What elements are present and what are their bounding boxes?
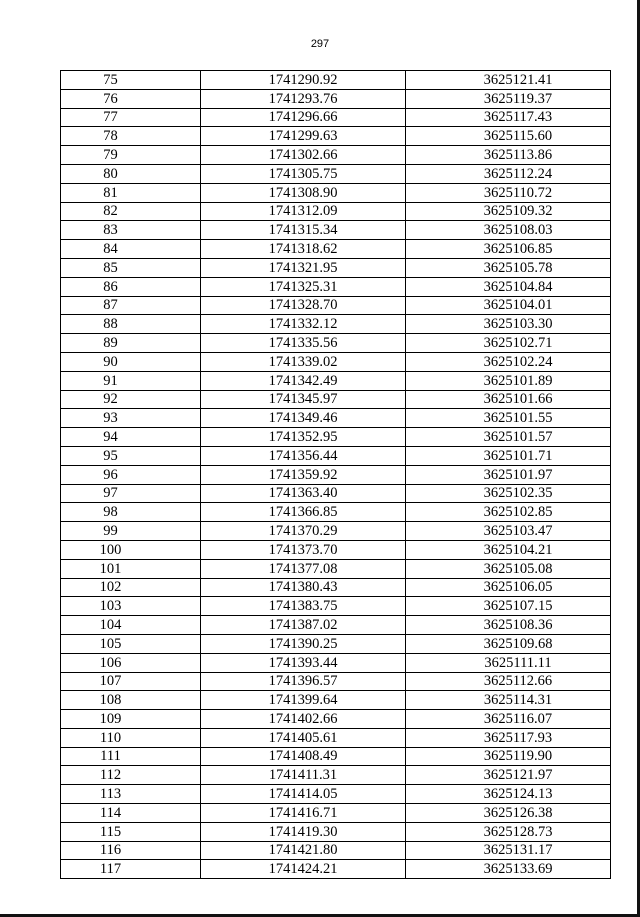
x-coordinate-cell: 1741363.40 xyxy=(201,484,406,503)
x-coordinate-cell: 1741352.95 xyxy=(201,428,406,447)
y-coordinate-cell: 3625112.66 xyxy=(406,672,611,691)
point-number-cell: 110 xyxy=(61,728,201,747)
table-row xyxy=(61,296,611,315)
x-coordinate-cell: 1741332.12 xyxy=(201,315,406,334)
y-coordinate-cell: 3625117.43 xyxy=(406,108,611,127)
x-coordinate-cell: 1741411.31 xyxy=(201,766,406,785)
page-number: 297 xyxy=(310,38,330,50)
x-coordinate-cell: 1741299.63 xyxy=(201,127,406,146)
x-coordinate-cell: 1741349.46 xyxy=(201,409,406,428)
table-row xyxy=(61,315,611,334)
point-number-cell: 100 xyxy=(61,540,201,559)
point-number-cell: 92 xyxy=(61,390,201,409)
point-number-cell: 88 xyxy=(61,315,201,334)
table-row xyxy=(61,108,611,127)
table-row xyxy=(61,89,611,108)
point-number-cell: 116 xyxy=(61,841,201,860)
y-coordinate-cell: 3625131.17 xyxy=(406,841,611,860)
table-row xyxy=(61,710,611,729)
point-number-cell: 93 xyxy=(61,409,201,428)
point-number-cell: 82 xyxy=(61,202,201,221)
point-number-cell: 80 xyxy=(61,164,201,183)
table-row xyxy=(61,522,611,541)
x-coordinate-cell: 1741318.62 xyxy=(201,240,406,259)
table-row xyxy=(61,334,611,353)
x-coordinate-cell: 1741305.75 xyxy=(201,164,406,183)
x-coordinate-cell: 1741315.34 xyxy=(201,221,406,240)
table-row xyxy=(61,653,611,672)
table-row xyxy=(61,559,611,578)
table-row xyxy=(61,578,611,597)
x-coordinate-cell: 1741345.97 xyxy=(201,390,406,409)
table-row xyxy=(61,540,611,559)
y-coordinate-cell: 3625121.97 xyxy=(406,766,611,785)
point-number-cell: 95 xyxy=(61,446,201,465)
point-number-cell: 76 xyxy=(61,89,201,108)
table-row xyxy=(61,804,611,823)
point-number-cell: 94 xyxy=(61,428,201,447)
point-number-cell: 83 xyxy=(61,221,201,240)
table-row xyxy=(61,860,611,879)
y-coordinate-cell: 3625102.35 xyxy=(406,484,611,503)
x-coordinate-cell: 1741370.29 xyxy=(201,522,406,541)
point-number-cell: 114 xyxy=(61,804,201,823)
y-coordinate-cell: 3625108.36 xyxy=(406,616,611,635)
y-coordinate-cell: 3625109.32 xyxy=(406,202,611,221)
x-coordinate-cell: 1741335.56 xyxy=(201,334,406,353)
table-row xyxy=(61,371,611,390)
y-coordinate-cell: 3625103.30 xyxy=(406,315,611,334)
table-row xyxy=(61,616,611,635)
x-coordinate-cell: 1741328.70 xyxy=(201,296,406,315)
table-row xyxy=(61,183,611,202)
y-coordinate-cell: 3625102.71 xyxy=(406,334,611,353)
y-coordinate-cell: 3625119.37 xyxy=(406,89,611,108)
x-coordinate-cell: 1741325.31 xyxy=(201,277,406,296)
y-coordinate-cell: 3625104.84 xyxy=(406,277,611,296)
y-coordinate-cell: 3625101.55 xyxy=(406,409,611,428)
point-number-cell: 101 xyxy=(61,559,201,578)
x-coordinate-cell: 1741296.66 xyxy=(201,108,406,127)
table-row xyxy=(61,352,611,371)
y-coordinate-cell: 3625124.13 xyxy=(406,785,611,804)
point-number-cell: 78 xyxy=(61,127,201,146)
table-row xyxy=(61,672,611,691)
table-row xyxy=(61,503,611,522)
point-number-cell: 113 xyxy=(61,785,201,804)
x-coordinate-cell: 1741402.66 xyxy=(201,710,406,729)
x-coordinate-cell: 1741419.30 xyxy=(201,822,406,841)
point-number-cell: 102 xyxy=(61,578,201,597)
y-coordinate-cell: 3625101.97 xyxy=(406,465,611,484)
x-coordinate-cell: 1741414.05 xyxy=(201,785,406,804)
y-coordinate-cell: 3625128.73 xyxy=(406,822,611,841)
table-row xyxy=(61,634,611,653)
y-coordinate-cell: 3625133.69 xyxy=(406,860,611,879)
point-number-cell: 91 xyxy=(61,371,201,390)
point-number-cell: 108 xyxy=(61,691,201,710)
point-number-cell: 115 xyxy=(61,822,201,841)
point-number-cell: 79 xyxy=(61,146,201,165)
point-number-cell: 103 xyxy=(61,597,201,616)
x-coordinate-cell: 1741356.44 xyxy=(201,446,406,465)
x-coordinate-cell: 1741308.90 xyxy=(201,183,406,202)
y-coordinate-cell: 3625101.57 xyxy=(406,428,611,447)
coordinates-table xyxy=(60,70,611,879)
table-row xyxy=(61,202,611,221)
point-number-cell: 90 xyxy=(61,352,201,371)
point-number-cell: 75 xyxy=(61,71,201,90)
table-row xyxy=(61,390,611,409)
point-number-cell: 85 xyxy=(61,258,201,277)
x-coordinate-cell: 1741399.64 xyxy=(201,691,406,710)
point-number-cell: 97 xyxy=(61,484,201,503)
point-number-cell: 107 xyxy=(61,672,201,691)
y-coordinate-cell: 3625109.68 xyxy=(406,634,611,653)
table-row xyxy=(61,164,611,183)
coordinates-table-body xyxy=(61,71,611,879)
y-coordinate-cell: 3625119.90 xyxy=(406,747,611,766)
table-row xyxy=(61,841,611,860)
point-number-cell: 99 xyxy=(61,522,201,541)
y-coordinate-cell: 3625106.05 xyxy=(406,578,611,597)
x-coordinate-cell: 1741396.57 xyxy=(201,672,406,691)
point-number-cell: 81 xyxy=(61,183,201,202)
y-coordinate-cell: 3625108.03 xyxy=(406,221,611,240)
y-coordinate-cell: 3625101.66 xyxy=(406,390,611,409)
x-coordinate-cell: 1741342.49 xyxy=(201,371,406,390)
y-coordinate-cell: 3625104.21 xyxy=(406,540,611,559)
x-coordinate-cell: 1741408.49 xyxy=(201,747,406,766)
point-number-cell: 89 xyxy=(61,334,201,353)
x-coordinate-cell: 1741421.80 xyxy=(201,841,406,860)
table-row xyxy=(61,822,611,841)
table-row xyxy=(61,258,611,277)
point-number-cell: 98 xyxy=(61,503,201,522)
point-number-cell: 111 xyxy=(61,747,201,766)
point-number-cell: 96 xyxy=(61,465,201,484)
table-row xyxy=(61,409,611,428)
y-coordinate-cell: 3625117.93 xyxy=(406,728,611,747)
y-coordinate-cell: 3625114.31 xyxy=(406,691,611,710)
table-row xyxy=(61,766,611,785)
table-row xyxy=(61,221,611,240)
x-coordinate-cell: 1741393.44 xyxy=(201,653,406,672)
table-row xyxy=(61,597,611,616)
y-coordinate-cell: 3625126.38 xyxy=(406,804,611,823)
y-coordinate-cell: 3625110.72 xyxy=(406,183,611,202)
x-coordinate-cell: 1741359.92 xyxy=(201,465,406,484)
y-coordinate-cell: 3625111.11 xyxy=(406,653,611,672)
y-coordinate-cell: 3625115.60 xyxy=(406,127,611,146)
x-coordinate-cell: 1741383.75 xyxy=(201,597,406,616)
table-row xyxy=(61,484,611,503)
y-coordinate-cell: 3625113.86 xyxy=(406,146,611,165)
table-row xyxy=(61,728,611,747)
table-row xyxy=(61,747,611,766)
table-row xyxy=(61,691,611,710)
x-coordinate-cell: 1741416.71 xyxy=(201,804,406,823)
table-row xyxy=(61,446,611,465)
table-row xyxy=(61,277,611,296)
y-coordinate-cell: 3625105.78 xyxy=(406,258,611,277)
y-coordinate-cell: 3625112.24 xyxy=(406,164,611,183)
y-coordinate-cell: 3625101.89 xyxy=(406,371,611,390)
table-row xyxy=(61,465,611,484)
y-coordinate-cell: 3625105.08 xyxy=(406,559,611,578)
y-coordinate-cell: 3625121.41 xyxy=(406,71,611,90)
x-coordinate-cell: 1741293.76 xyxy=(201,89,406,108)
x-coordinate-cell: 1741377.08 xyxy=(201,559,406,578)
point-number-cell: 104 xyxy=(61,616,201,635)
y-coordinate-cell: 3625116.07 xyxy=(406,710,611,729)
y-coordinate-cell: 3625106.85 xyxy=(406,240,611,259)
y-coordinate-cell: 3625107.15 xyxy=(406,597,611,616)
point-number-cell: 109 xyxy=(61,710,201,729)
table-row xyxy=(61,71,611,90)
point-number-cell: 117 xyxy=(61,860,201,879)
y-coordinate-cell: 3625101.71 xyxy=(406,446,611,465)
y-coordinate-cell: 3625102.85 xyxy=(406,503,611,522)
x-coordinate-cell: 1741302.66 xyxy=(201,146,406,165)
x-coordinate-cell: 1741290.92 xyxy=(201,71,406,90)
point-number-cell: 106 xyxy=(61,653,201,672)
table-row xyxy=(61,240,611,259)
point-number-cell: 84 xyxy=(61,240,201,259)
table-row xyxy=(61,146,611,165)
x-coordinate-cell: 1741387.02 xyxy=(201,616,406,635)
point-number-cell: 87 xyxy=(61,296,201,315)
table-row xyxy=(61,785,611,804)
x-coordinate-cell: 1741405.61 xyxy=(201,728,406,747)
point-number-cell: 86 xyxy=(61,277,201,296)
y-coordinate-cell: 3625103.47 xyxy=(406,522,611,541)
x-coordinate-cell: 1741390.25 xyxy=(201,634,406,653)
point-number-cell: 77 xyxy=(61,108,201,127)
x-coordinate-cell: 1741424.21 xyxy=(201,860,406,879)
x-coordinate-cell: 1741366.85 xyxy=(201,503,406,522)
y-coordinate-cell: 3625102.24 xyxy=(406,352,611,371)
table-row xyxy=(61,127,611,146)
x-coordinate-cell: 1741339.02 xyxy=(201,352,406,371)
table-row xyxy=(61,428,611,447)
x-coordinate-cell: 1741321.95 xyxy=(201,258,406,277)
point-number-cell: 112 xyxy=(61,766,201,785)
y-coordinate-cell: 3625104.01 xyxy=(406,296,611,315)
point-number-cell: 105 xyxy=(61,634,201,653)
x-coordinate-cell: 1741380.43 xyxy=(201,578,406,597)
x-coordinate-cell: 1741373.70 xyxy=(201,540,406,559)
x-coordinate-cell: 1741312.09 xyxy=(201,202,406,221)
